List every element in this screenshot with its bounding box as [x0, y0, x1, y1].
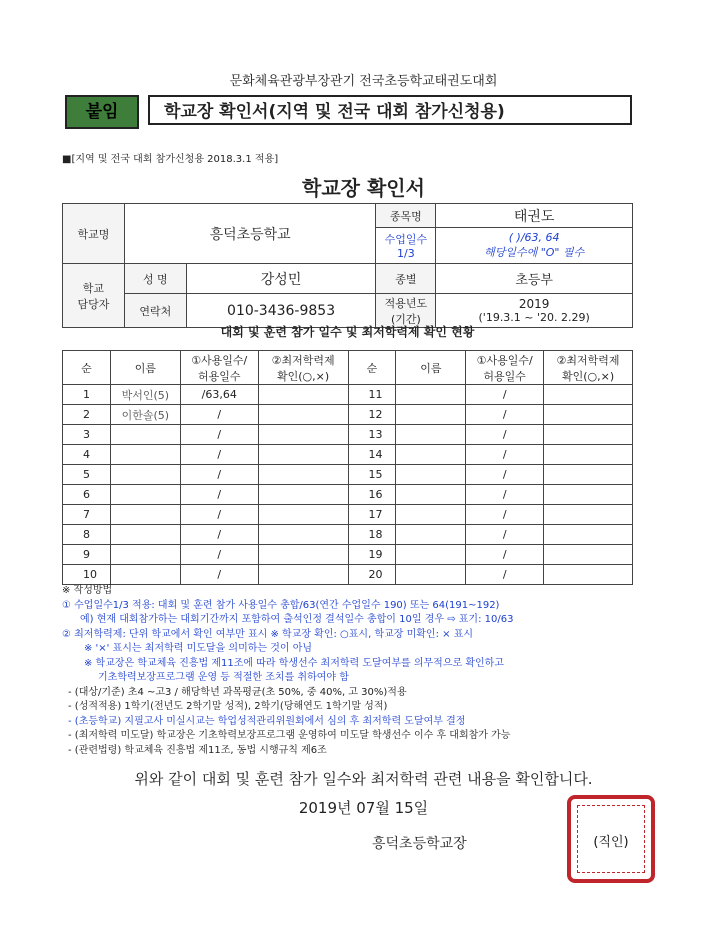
table-header-row	[63, 351, 633, 385]
student-name[interactable]	[396, 485, 466, 505]
row-number: 9	[63, 545, 111, 565]
check-cell[interactable]	[544, 385, 633, 405]
detail-3: - (초등학교) 지필고사 미실시교는 학업성적관리위원회에서 심의 후 최저학력 도달여부 결정	[68, 715, 466, 727]
attendance-label	[376, 228, 436, 264]
header-no-right: 순	[348, 351, 396, 385]
row-number: 15	[348, 465, 396, 485]
check-cell[interactable]	[544, 525, 633, 545]
student-name[interactable]	[396, 545, 466, 565]
note-2b: ※ 학교장은 학교체육 진흥법 제11조에 따라 학생선수 최저학력 도달여부를 의무적으로 확인하고	[84, 657, 504, 669]
student-name[interactable]	[396, 445, 466, 465]
header-check-right	[544, 351, 633, 385]
year-label-line1: 적용년도	[384, 296, 428, 310]
check-cell[interactable]	[258, 485, 348, 505]
check-cell[interactable]	[544, 405, 633, 425]
row-number: 19	[348, 545, 396, 565]
student-name[interactable]	[396, 505, 466, 525]
student-name[interactable]: 이한솔(5)	[110, 405, 180, 425]
student-name[interactable]	[396, 405, 466, 425]
header-name: 이름	[110, 351, 180, 385]
detail-2: - (성적적용) 1학기(전년도 2학기말 성적), 2학기(당해연도 1학기말 성적)	[68, 701, 388, 712]
year-value: 2019	[518, 297, 550, 311]
check-cell[interactable]	[544, 485, 633, 505]
table-row	[63, 405, 633, 425]
note-2c: 기초학력보장프로그램 운영 등 적절한 조치를 취하여야 함	[98, 672, 349, 683]
attachment-tag: 붙임	[65, 95, 139, 129]
header-check	[258, 351, 348, 385]
table-row	[63, 445, 633, 465]
days-cell[interactable]: /	[180, 505, 258, 525]
check-cell[interactable]	[258, 545, 348, 565]
days-cell[interactable]: /	[180, 545, 258, 565]
days-cell[interactable]: /	[180, 525, 258, 545]
issue-date: 2019년 07월 15일	[298, 799, 429, 817]
header-check-right-line1: ②최저학력제	[556, 353, 620, 367]
row-number: 7	[63, 505, 111, 525]
check-cell[interactable]	[258, 525, 348, 545]
note-1b: 예) 현재 대회참가하는 대회기간까지 포함하여 출석인정 결석일수 총합이 10일 경우 ⇨ 표기: 10/63	[80, 614, 514, 625]
header-no: 순	[63, 351, 111, 385]
student-name[interactable]	[396, 565, 466, 585]
days-cell[interactable]: /63,64	[180, 385, 258, 405]
check-cell[interactable]	[258, 505, 348, 525]
contact-label: 연락처	[124, 294, 186, 328]
period-value: ('19.3.1 ~ '20. 2.29)	[478, 311, 590, 324]
days-cell[interactable]: /	[466, 425, 544, 445]
row-number: 5	[63, 465, 111, 485]
principal-signature: 흥덕초등학교장	[372, 836, 467, 852]
days-cell[interactable]: /	[180, 465, 258, 485]
student-name[interactable]	[110, 545, 180, 565]
row-number: 6	[63, 485, 111, 505]
row-number: 17	[348, 505, 396, 525]
header-check-line1: ②최저학력제	[271, 353, 335, 367]
student-name[interactable]	[110, 425, 180, 445]
check-cell[interactable]	[258, 385, 348, 405]
student-name[interactable]	[396, 425, 466, 445]
row-number: 16	[348, 485, 396, 505]
form-note: ■[지역 및 전국 대회 참가신청용 2018.3.1 적용]	[62, 154, 279, 165]
event-value: 태권도	[436, 204, 633, 228]
confirmation-statement: 위와 같이 대회 및 훈련 참가 일수와 최저학력 관련 내용을 확인합니다.	[134, 770, 593, 788]
row-number: 12	[348, 405, 396, 425]
check-cell[interactable]	[258, 425, 348, 445]
name-label: 성 명	[124, 264, 186, 294]
check-cell[interactable]	[258, 465, 348, 485]
instructions	[62, 584, 662, 758]
check-cell[interactable]	[544, 465, 633, 485]
days-cell[interactable]: /	[180, 565, 258, 585]
days-cell[interactable]: /	[466, 445, 544, 465]
type-value: 초등부	[436, 264, 633, 294]
row-number: 10	[63, 565, 111, 585]
row-number: 14	[348, 445, 396, 465]
check-cell[interactable]	[258, 565, 348, 585]
note-2: ② 최저학력제: 단위 학교에서 확인 여부만 표시 ※ 학교장 확인: ○표시, 학교장 미확인: × 표시	[62, 628, 474, 640]
row-number: 11	[348, 385, 396, 405]
detail-5: - (관련법령) 학교체육 진흥법 제11조, 동법 시행규칙 제6조	[68, 744, 327, 756]
days-cell[interactable]: /	[180, 425, 258, 445]
school-value: 흥덕초등학교	[124, 204, 376, 264]
note-2a: ※ '×' 표시는 최저학력 미도달을 의미하는 것이 아님	[84, 643, 313, 654]
header-days-right	[466, 351, 544, 385]
event-label: 종목명	[376, 204, 436, 228]
student-name[interactable]	[110, 505, 180, 525]
notes-heading: ※ 작성방법	[62, 585, 113, 596]
attendance-label-line1: 수업일수	[384, 233, 428, 246]
table-row	[63, 505, 633, 525]
staff-name[interactable]: 강성민	[186, 264, 376, 294]
student-name[interactable]: 박서인(5)	[110, 385, 180, 405]
days-cell[interactable]: /	[466, 465, 544, 485]
student-name[interactable]	[396, 385, 466, 405]
row-number: 13	[348, 425, 396, 445]
event-title: 문화체육관광부장관기 전국초등학교태권도대회	[229, 74, 498, 89]
row-number: 3	[63, 425, 111, 445]
days-cell[interactable]: /	[466, 385, 544, 405]
school-label: 학교명	[63, 204, 125, 264]
header-name-right: 이름	[396, 351, 466, 385]
check-cell[interactable]	[544, 545, 633, 565]
row-number: 20	[348, 565, 396, 585]
header-check-line2: 확인(○,×)	[277, 369, 330, 383]
row-number: 2	[63, 405, 111, 425]
days-cell[interactable]: /	[466, 405, 544, 425]
staff-label-line1: 학교	[82, 281, 105, 295]
row-number: 4	[63, 445, 111, 465]
table-row	[63, 565, 633, 585]
days-cell[interactable]: /	[180, 485, 258, 505]
attendance-label-line2: 1/3	[397, 247, 415, 260]
detail-1: - (대상/기준) 초4 ~고3 / 해당학년 과목평균(초 50%, 중 40%, 고 30%)적용	[68, 686, 407, 698]
document-title: 학교장 확인서	[302, 176, 425, 200]
attendance-hint: 해당일수에 "O" 필수	[484, 246, 585, 259]
header-days-right-line2: 허용일수	[483, 369, 526, 383]
staff-label-line2: 담당자	[77, 297, 110, 311]
check-cell[interactable]	[258, 405, 348, 425]
row-number: 18	[348, 525, 396, 545]
check-cell[interactable]	[544, 565, 633, 585]
info-table	[62, 203, 633, 328]
note-1a: ① 수업일수1/3 적용: 대회 및 훈련 참가 사용일수 총합/63(연간 수업일수 190) 또는 64(191~192)	[62, 599, 500, 611]
student-name[interactable]	[110, 445, 180, 465]
form-title: 학교장 확인서(지역 및 전국 대회 참가신청용)	[148, 95, 632, 125]
days-cell[interactable]: /	[180, 405, 258, 425]
table-row	[63, 525, 633, 545]
student-name[interactable]	[396, 525, 466, 545]
attendance-cell[interactable]	[436, 228, 633, 264]
table-row	[63, 385, 633, 405]
official-seal	[567, 795, 655, 883]
student-name[interactable]	[396, 465, 466, 485]
staff-label	[63, 264, 125, 328]
student-name[interactable]	[110, 485, 180, 505]
detail-4: - (최저학력 미도달) 학교장은 기초학력보장프로그램 운영하여 미도달 학생선수 이수 후 대회참가 가능	[68, 730, 511, 741]
days-cell[interactable]: /	[466, 525, 544, 545]
days-cell[interactable]: /	[466, 505, 544, 525]
attendance-value: ( )/63, 64	[508, 231, 560, 244]
table-row	[63, 545, 633, 565]
check-cell[interactable]	[544, 445, 633, 465]
days-cell[interactable]: /	[466, 545, 544, 565]
header-days-line1: ①사용일수/	[191, 353, 248, 367]
row-number: 8	[63, 525, 111, 545]
contact-value[interactable]: 010-3436-9853	[186, 294, 376, 328]
student-name[interactable]	[110, 565, 180, 585]
days-cell[interactable]: /	[466, 565, 544, 585]
header-days-line2: 허용일수	[197, 369, 241, 383]
student-name[interactable]	[110, 525, 180, 545]
check-cell[interactable]	[544, 505, 633, 525]
row-number: 1	[63, 385, 111, 405]
table-row	[63, 425, 633, 445]
participation-table	[62, 350, 633, 585]
header-days-right-line1: ①사용일수/	[476, 353, 533, 367]
table-row	[63, 465, 633, 485]
table-row	[63, 485, 633, 505]
type-label: 종별	[376, 264, 436, 294]
header-check-right-line2: 확인(○,×)	[561, 369, 615, 383]
year-label-line2: (기간)	[390, 312, 421, 326]
student-name[interactable]	[110, 465, 180, 485]
seal-text: (직인)	[593, 835, 629, 850]
section-title: 대회 및 훈련 참가 일수 및 최저학력제 확인 현황	[220, 325, 475, 339]
check-cell[interactable]	[544, 425, 633, 445]
days-cell[interactable]: /	[466, 485, 544, 505]
header-days	[180, 351, 258, 385]
days-cell[interactable]: /	[180, 445, 258, 465]
check-cell[interactable]	[258, 445, 348, 465]
